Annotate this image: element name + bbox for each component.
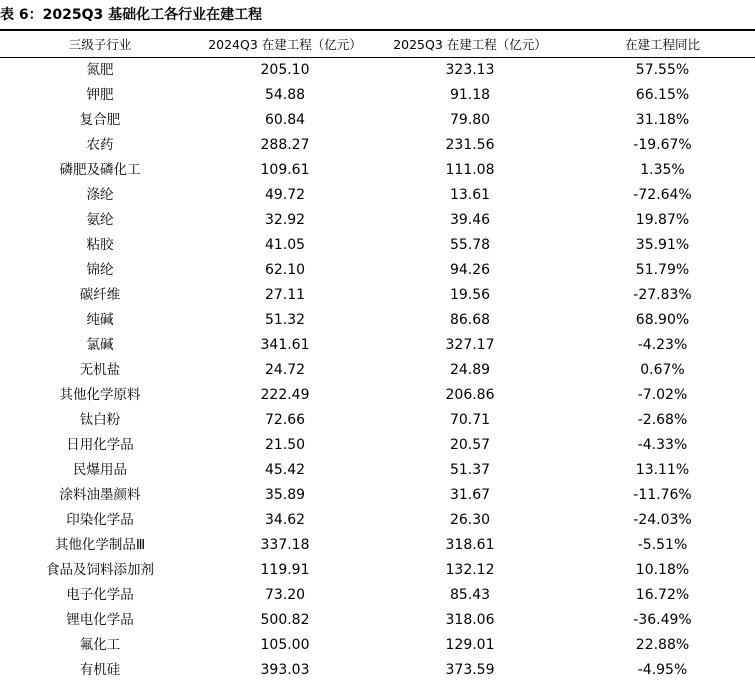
cell-subindustry: 锦纶 <box>86 262 114 278</box>
cell-cip-yoy: -36.49% <box>633 612 692 628</box>
cell-2024q3-cip: 45.42 <box>264 462 306 478</box>
cell-2025q3-cip: 318.06 <box>445 612 495 628</box>
cell-cip-yoy: -27.83% <box>633 287 692 303</box>
cell-2025q3-cip: 85.43 <box>449 587 491 603</box>
cell-2025q3-cip: 26.30 <box>449 512 491 528</box>
cell-2024q3-cip: 72.66 <box>264 412 306 428</box>
cell-2024q3-cip: 205.10 <box>260 62 310 78</box>
cell-cip-yoy: 51.79% <box>635 262 690 278</box>
table-row <box>0 483 755 508</box>
cell-2025q3-cip: 39.46 <box>449 212 491 228</box>
cell-cip-yoy: -4.23% <box>637 337 688 353</box>
cell-2025q3-cip: 323.13 <box>445 62 495 78</box>
cell-2025q3-cip: 86.68 <box>449 312 491 328</box>
cell-cip-yoy: 16.72% <box>635 587 690 603</box>
cell-2024q3-cip: 32.92 <box>264 212 306 228</box>
cell-subindustry: 钛白粉 <box>79 412 121 428</box>
cell-cip-yoy: -19.67% <box>633 137 692 153</box>
cell-cip-yoy: -72.64% <box>633 187 692 203</box>
cell-2024q3-cip: 222.49 <box>260 387 310 403</box>
header-subindustry: 三级子行业 <box>0 32 200 58</box>
cell-2025q3-cip: 13.61 <box>449 187 491 203</box>
cell-2024q3-cip: 337.18 <box>260 537 310 553</box>
cell-cip-yoy: 66.15% <box>635 87 690 103</box>
table-caption: 表 6：2025Q3 基础化工各行业在建工程 <box>0 7 263 23</box>
table-row <box>0 608 755 633</box>
header-2025q3-cip: 2025Q3 在建工程（亿元） <box>370 32 570 58</box>
table-row <box>0 208 755 233</box>
cell-cip-yoy: -7.02% <box>637 387 688 403</box>
cell-2024q3-cip: 105.00 <box>260 637 310 653</box>
cell-subindustry: 民爆用品 <box>73 462 127 478</box>
cell-subindustry: 食品及饲料添加剂 <box>46 562 154 578</box>
cell-2024q3-cip: 60.84 <box>264 112 306 128</box>
cell-subindustry: 碳纤维 <box>79 287 121 303</box>
table-row <box>0 433 755 458</box>
cell-2025q3-cip: 24.89 <box>449 362 491 378</box>
cell-subindustry: 氨纶 <box>86 212 114 228</box>
cell-2025q3-cip: 318.61 <box>445 537 495 553</box>
table-row <box>0 633 755 658</box>
cell-subindustry: 其他化学原料 <box>59 387 141 403</box>
cell-subindustry: 无机盐 <box>79 362 121 378</box>
table-row <box>0 383 755 408</box>
cell-cip-yoy: 1.35% <box>640 162 685 178</box>
cell-cip-yoy: -5.51% <box>637 537 688 553</box>
cell-subindustry: 农药 <box>86 137 114 153</box>
table-row <box>0 83 755 108</box>
cell-subindustry: 涤纶 <box>86 187 114 203</box>
cell-2024q3-cip: 34.62 <box>264 512 306 528</box>
cell-subindustry: 其他化学制品Ⅲ <box>54 537 146 553</box>
cell-2024q3-cip: 73.20 <box>264 587 306 603</box>
cell-2025q3-cip: 20.57 <box>449 437 491 453</box>
cell-2025q3-cip: 31.67 <box>449 487 491 503</box>
cell-2024q3-cip: 24.72 <box>264 362 306 378</box>
construction-in-progress-table <box>0 32 755 683</box>
cell-subindustry: 锂电化学品 <box>66 612 134 628</box>
cell-cip-yoy: 10.18% <box>635 562 690 578</box>
cell-2024q3-cip: 288.27 <box>260 137 310 153</box>
cell-subindustry: 复合肥 <box>79 112 121 128</box>
cell-2024q3-cip: 62.10 <box>264 262 306 278</box>
table-row <box>0 333 755 358</box>
table-row <box>0 308 755 333</box>
cell-cip-yoy: 57.55% <box>635 62 690 78</box>
cell-cip-yoy: 13.11% <box>635 462 690 478</box>
cell-cip-yoy: 68.90% <box>635 312 690 328</box>
cell-cip-yoy: -4.33% <box>637 437 688 453</box>
table-row <box>0 358 755 383</box>
cell-2025q3-cip: 132.12 <box>445 562 495 578</box>
cell-subindustry: 有机硅 <box>79 662 121 678</box>
cell-2025q3-cip: 231.56 <box>445 137 495 153</box>
table-row <box>0 458 755 483</box>
cell-cip-yoy: 22.88% <box>635 637 690 653</box>
cell-2025q3-cip: 373.59 <box>445 662 495 678</box>
table-row <box>0 58 755 84</box>
table-row <box>0 133 755 158</box>
cell-cip-yoy: -24.03% <box>633 512 692 528</box>
cell-2024q3-cip: 35.89 <box>264 487 306 503</box>
cell-subindustry: 氮肥 <box>86 62 114 78</box>
table-row <box>0 108 755 133</box>
table-row <box>0 183 755 208</box>
cell-2024q3-cip: 49.72 <box>264 187 306 203</box>
cell-2025q3-cip: 70.71 <box>449 412 491 428</box>
table-row <box>0 533 755 558</box>
cell-2025q3-cip: 79.80 <box>449 112 491 128</box>
cell-subindustry: 纯碱 <box>86 312 114 328</box>
cell-cip-yoy: 31.18% <box>635 112 690 128</box>
table-top-rule <box>0 29 755 31</box>
cell-2025q3-cip: 206.86 <box>445 387 495 403</box>
cell-subindustry: 电子化学品 <box>66 587 134 603</box>
cell-2024q3-cip: 41.05 <box>264 237 306 253</box>
table-row <box>0 508 755 533</box>
cell-2025q3-cip: 94.26 <box>449 262 491 278</box>
cell-2025q3-cip: 129.01 <box>445 637 495 653</box>
cell-2024q3-cip: 27.11 <box>264 287 306 303</box>
header-cip-yoy: 在建工程同比 <box>570 32 755 58</box>
cell-2024q3-cip: 51.32 <box>264 312 306 328</box>
cell-2024q3-cip: 393.03 <box>260 662 310 678</box>
table-row <box>0 233 755 258</box>
cell-2025q3-cip: 91.18 <box>449 87 491 103</box>
table-header <box>0 32 755 58</box>
cell-subindustry: 氯碱 <box>86 337 114 353</box>
header-row <box>0 32 755 58</box>
cell-2025q3-cip: 51.37 <box>449 462 491 478</box>
cell-subindustry: 氟化工 <box>79 637 121 653</box>
cell-2025q3-cip: 111.08 <box>445 162 495 178</box>
cell-subindustry: 涂料油墨颜料 <box>59 487 141 503</box>
cell-cip-yoy: -2.68% <box>637 412 688 428</box>
table-row <box>0 258 755 283</box>
cell-cip-yoy: -4.95% <box>637 662 688 678</box>
table-row <box>0 558 755 583</box>
cell-2024q3-cip: 119.91 <box>260 562 310 578</box>
cell-2024q3-cip: 109.61 <box>260 162 310 178</box>
cell-cip-yoy: -11.76% <box>633 487 692 503</box>
cell-2025q3-cip: 327.17 <box>445 337 495 353</box>
table-row <box>0 283 755 308</box>
cell-cip-yoy: 19.87% <box>635 212 690 228</box>
cell-subindustry: 印染化学品 <box>66 512 134 528</box>
table-body <box>0 58 755 683</box>
cell-2024q3-cip: 21.50 <box>264 437 306 453</box>
cell-2024q3-cip: 341.61 <box>260 337 310 353</box>
table-row <box>0 408 755 433</box>
table-row <box>0 583 755 608</box>
cell-2025q3-cip: 55.78 <box>449 237 491 253</box>
cell-subindustry: 钾肥 <box>86 87 114 103</box>
header-2024q3-cip: 2024Q3 在建工程（亿元） <box>200 32 370 58</box>
cell-cip-yoy: 0.67% <box>640 362 685 378</box>
cell-2024q3-cip: 500.82 <box>260 612 310 628</box>
cell-subindustry: 粘胶 <box>86 237 114 253</box>
cell-subindustry: 日用化学品 <box>66 437 134 453</box>
cell-2025q3-cip: 19.56 <box>449 287 491 303</box>
cell-2024q3-cip: 54.88 <box>264 87 306 103</box>
cell-cip-yoy: 35.91% <box>635 237 690 253</box>
table-row <box>0 658 755 683</box>
cell-subindustry: 磷肥及磷化工 <box>59 162 141 178</box>
table-row <box>0 158 755 183</box>
